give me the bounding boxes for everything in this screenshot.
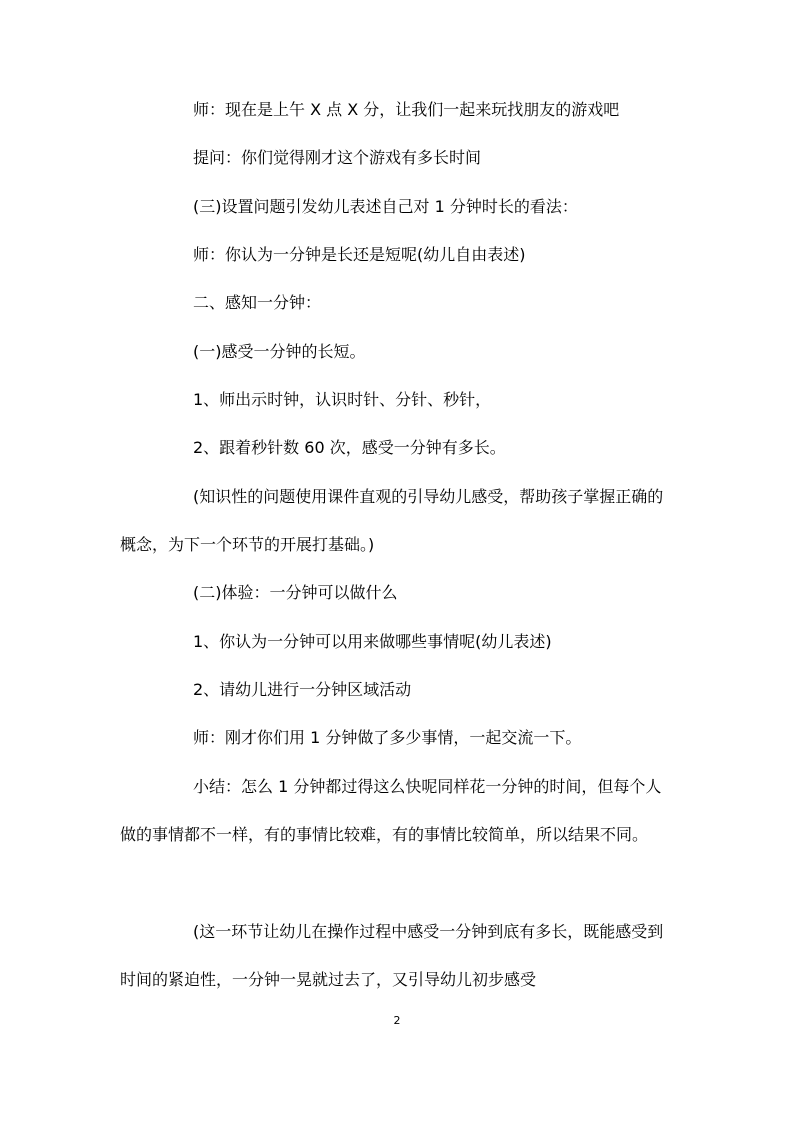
- paragraph: 小结：怎么 1 分钟都过得这么快呢同样花一分钟的时间，但每个人做的事情都不一样，有的事情比较难，有的事情比较简单，所以结果不同。: [120, 777, 662, 844]
- paragraph: 1、师出示时钟，认识时针、分针、秒针，: [193, 390, 492, 409]
- paragraph: (这一环节让幼儿在操作过程中感受一分钟到底有多长，既能感受到时间的紧迫性，一分钟一晃就过去了，又引导幼儿初步感受: [120, 922, 664, 989]
- paragraph: (二)体验：一分钟可以做什么: [193, 583, 398, 602]
- paragraph: 师：刚才你们用 1 分钟做了多少事情，一起交流一下。: [193, 728, 582, 747]
- paragraph: 2、跟着秒针数 60 次，感受一分钟有多长。: [193, 438, 506, 457]
- paragraph: (三)设置问题引发幼儿表述自己对 1 分钟时长的看法：: [193, 197, 578, 216]
- page-number: 2: [393, 1014, 401, 1027]
- paragraph: 二、感知一分钟：: [193, 293, 322, 312]
- paragraph: 2、请幼儿进行一分钟区域活动: [193, 680, 412, 699]
- paragraph: (一)感受一分钟的长短。: [193, 342, 366, 361]
- paragraph: 提问：你们觉得刚才这个游戏有多长时间: [193, 148, 482, 167]
- paragraph: (知识性的问题使用课件直观的引导幼儿感受，帮助孩子掌握正确的概念，为下一个环节的开展打基础。): [120, 487, 664, 554]
- paragraph: 师：现在是上午 X 点 X 分，让我们一起来玩找朋友的游戏吧: [193, 100, 620, 119]
- paragraph: 1、你认为一分钟可以用来做哪些事情呢(幼儿表述): [193, 632, 552, 651]
- paragraph: 师：你认为一分钟是长还是短呢(幼儿自由表述): [193, 245, 526, 264]
